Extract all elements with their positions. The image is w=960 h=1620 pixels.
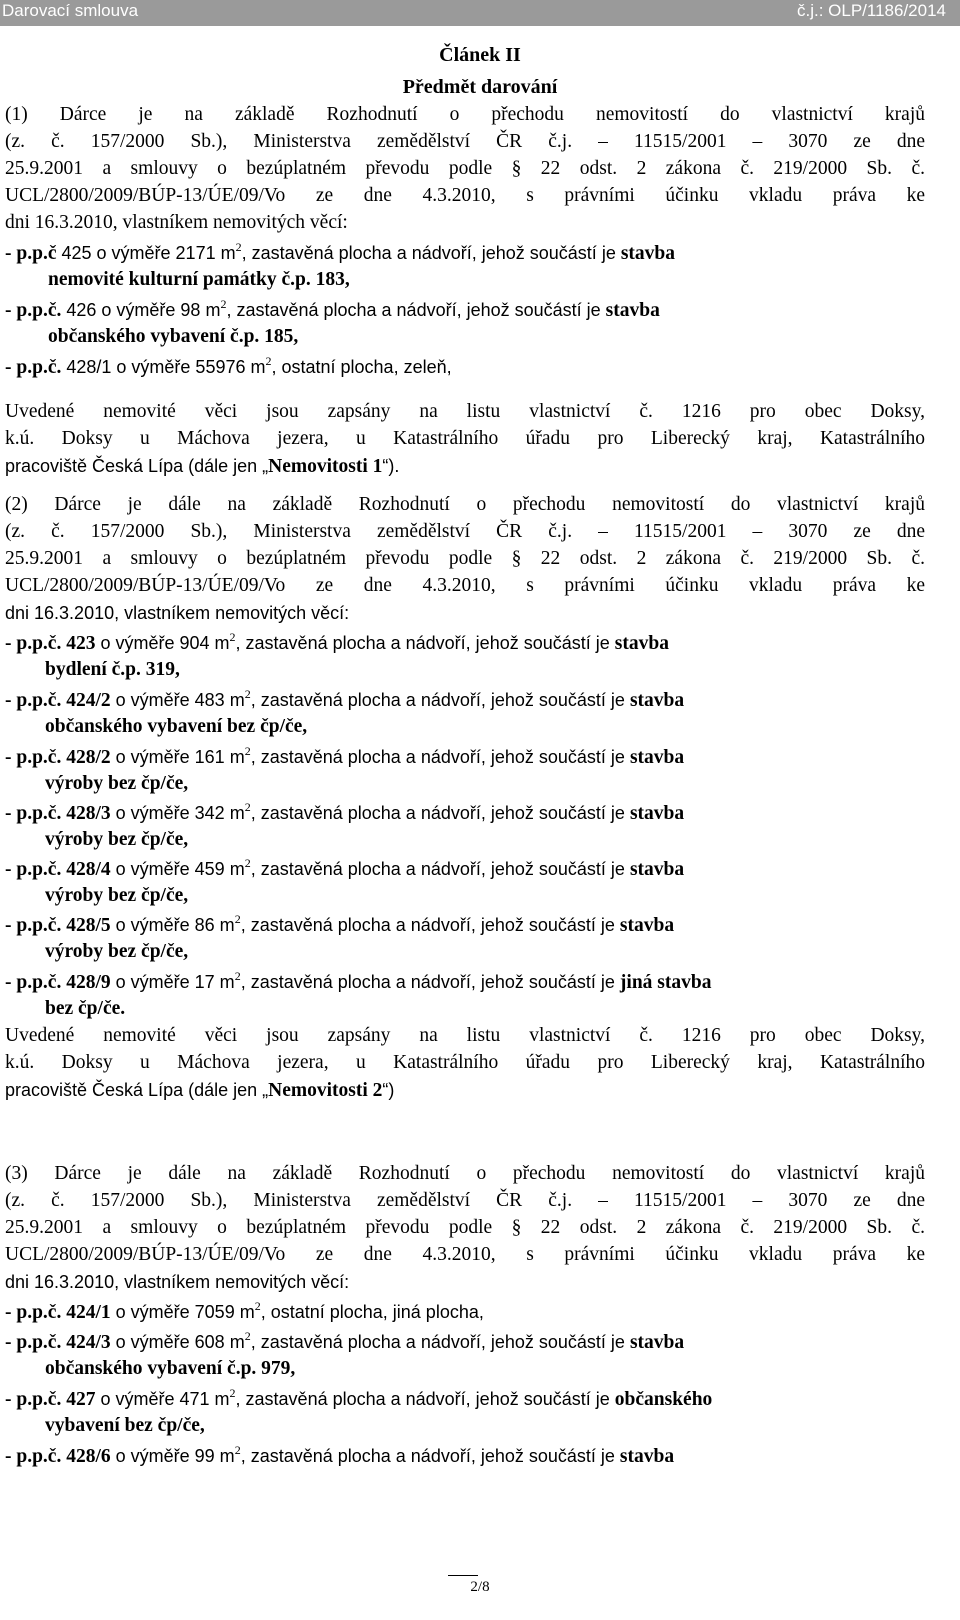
bold-text: 185, [264,326,299,347]
superscript: 2 [234,969,241,983]
text-span: (1) Dárce je na základě Rozhodnutí o přechodu nemovitostí do vlastnictví krajů [5,104,925,125]
bold-text: stavba [614,633,669,654]
text-span: pracoviště Česká Lípa (dále jen „ [5,456,269,476]
text-line [5,1161,925,1187]
text-span: o výměře 7059 m [110,1302,255,1322]
header-reference: č.j.: OLP/1186/2014 [796,1,946,20]
bold-text: stavba [620,243,676,264]
page-number: 2/8 [470,1579,490,1595]
text-line [5,856,684,883]
text-line [5,600,349,627]
text-span: , zastavěná plocha a nádvoří, jehož součástí je [250,1332,630,1352]
text-span: 25.9.2001 a smlouvy o bezúplatném převodu podle § 22 odst. 2 zákona č. 219/2000 Sb. č. [5,548,925,569]
text-span: o výměře 471 m [95,1389,230,1409]
superscript: 2 [235,240,242,254]
text-line [45,1413,205,1439]
text-span: , zastavěná plocha a nádvoří, jehož součástí je [235,633,615,653]
text-span: dni 16.3.2010, vlastníkem nemovitých věcí: [5,1272,350,1292]
text-span: , zastavěná plocha a nádvoří, jehož součástí je [250,803,630,823]
text-span: , zastavěná plocha a nádvoří, jehož součástí je [226,300,606,320]
text-span: , zastavěná plocha a nádvoří, jehož součástí je [250,747,630,767]
bold-text: občanského vybavení č.p. [48,326,265,347]
text-line [5,1269,349,1296]
text-line [5,1242,925,1268]
text-span: Uvedené nemovité věci jsou zapsány na listu vlastnictví č. 1216 pro obec Doksy, [5,401,925,422]
text-span: 426 o výměře 98 m [61,300,221,320]
text-span: 25.9.2001 a smlouvy o bezúplatném převodu podle § 22 odst. 2 zákona č. 219/2000 Sb. č. [5,1217,925,1238]
bold-text: - p.p.č. 424/1 [5,1302,111,1323]
bold-text: stavba [619,915,675,936]
bold-text: - p.p.č. 427 [5,1389,96,1410]
text-span: (z. č. 157/2000 Sb.), Ministerstva zemědělství ČR č.j. – 11515/2001 – 3070 ze dne [5,131,925,152]
text-line [5,1050,925,1076]
text-line [45,1356,295,1382]
bold-text: stavba [629,747,685,768]
page-header [0,0,960,26]
text-line [5,1023,925,1049]
bold-text: - p.p.č. 428/2 [5,747,111,768]
superscript: 2 [229,1386,236,1400]
text-line [5,1329,684,1356]
bold-text: 183, [315,269,350,290]
bold-text: - p.p.č. 423 [5,633,96,654]
text-span: (z. č. 157/2000 Sb.), Ministerstva zemědělství ČR č.j. – 11515/2001 – 3070 ze dne [5,1190,925,1211]
text-line [45,714,307,740]
bold-text: - p.p.č. 428/9 [5,972,111,993]
text-line [45,771,188,797]
text-line [5,156,925,182]
bold-text: - p.p.č. 424/3 [5,1332,111,1353]
text-line [5,210,348,236]
text-span: o výměře 17 m [110,972,235,992]
bold-text: stavba [629,859,685,880]
text-span: pracoviště Česká Lípa (dále jen „ [5,1080,269,1100]
bold-text: výroby bez čp/če, [45,773,189,794]
text-span: , zastavěná plocha a nádvoří, jehož součástí je [250,859,630,879]
bold-text: - p.p.č. 428/5 [5,915,111,936]
text-line [5,744,684,771]
text-span: , zastavěná plocha a nádvoří, jehož součástí je [240,1446,620,1466]
text-line [5,297,660,324]
text-line [5,1386,712,1413]
text-line [5,399,925,425]
superscript: 2 [244,744,251,758]
bold-text: bez čp/če. [45,998,126,1019]
text-span: o výměře 608 m [110,1332,245,1352]
bold-text: výroby bez čp/če, [45,941,189,962]
text-line [5,630,669,657]
text-span: , zastavěná plocha a nádvoří, jehož součástí je [250,690,630,710]
superscript: 2 [220,297,227,311]
text-span: UCL/2800/2009/BÚP-13/ÚE/09/Vo ze dne 4.3.2010, s právními účinku vkladu práva ke [5,185,925,206]
text-span: k.ú. Doksy u Máchova jezera, u Katastrálního úřadu pro Liberecký kraj, Katastrálního [5,1052,925,1073]
text-span: (3) Dárce je dále na základě Rozhodnutí o přechodu nemovitostí do vlastnictví krajů [5,1163,925,1184]
text-span: o výměře 99 m [110,1446,235,1466]
text-span: 428/1 o výměře 55976 m [61,357,266,377]
text-line [5,1188,925,1214]
bold-text: - p.p.č. 428/4 [5,859,111,880]
text-span: 25.9.2001 a smlouvy o bezúplatném převodu podle § 22 odst. 2 zákona č. 219/2000 Sb. č. [5,158,925,179]
bold-text: - p.p.č. 428/3 [5,803,111,824]
bold-text: stavba [619,1446,675,1467]
text-line [5,240,675,267]
text-line [5,492,925,518]
text-line [5,354,452,381]
text-line [48,324,298,350]
text-span: 425 o výměře 2171 m [56,243,236,263]
text-line [5,519,925,545]
text-line [5,912,674,939]
text-span: k.ú. Doksy u Máchova jezera, u Katastrálního úřadu pro Liberecký kraj, Katastrálního [5,428,925,449]
bold-text: výroby bez čp/če, [45,885,189,906]
text-span: dni 16.3.2010, vlastníkem nemovitých věcí: [5,212,348,233]
bold-text: nemovité kulturní památky č.p. [48,269,316,290]
bold-text: stavba [629,1332,685,1353]
text-span: UCL/2800/2009/BÚP-13/ÚE/09/Vo ze dne 4.3.2010, s právními účinku vkladu práva ke [5,575,925,596]
article-title: Článek II [439,44,521,66]
superscript: 2 [234,912,241,926]
text-span: “). [382,456,400,476]
text-span: o výměře 459 m [110,859,245,879]
text-span: , zastavěná plocha a nádvoří, jehož součástí je [240,972,620,992]
bold-text: Nemovitosti 1 [268,456,383,477]
article-subtitle: Předmět darování [402,76,558,98]
text-span: o výměře 86 m [110,915,235,935]
text-line [5,573,925,599]
text-line [45,883,188,909]
bold-text: stavba [629,803,685,824]
superscript: 2 [234,1443,241,1457]
text-span: , zastavěná plocha a nádvoří, jehož součástí je [240,915,620,935]
superscript: 2 [244,800,251,814]
text-line [5,1215,925,1241]
text-line [5,687,684,714]
bold-text: p.p.č [16,243,57,264]
bold-text: p.p.č. [16,300,62,321]
bold-text: - p.p.č. 424/2 [5,690,111,711]
text-span: (z. č. 157/2000 Sb.), Ministerstva zemědělství ČR č.j. – 11515/2001 – 3070 ze dne [5,521,925,542]
bold-text: bydlení č.p. 319, [45,659,180,680]
text-span: (2) Dárce je dále na základě Rozhodnutí o přechodu nemovitostí do vlastnictví krajů [5,494,925,515]
bold-text: stavba [605,300,660,321]
text-line [45,827,188,853]
text-span: o výměře 161 m [110,747,245,767]
text-span: o výměře 342 m [110,803,245,823]
page-number-rule [448,1575,478,1576]
text-span: , ostatní plocha, jiná plocha, [260,1302,484,1322]
text-line [5,453,399,480]
superscript: 2 [254,1299,261,1313]
superscript: 2 [244,1329,251,1343]
text-line [5,102,925,128]
superscript: 2 [229,630,236,644]
superscript: 2 [244,856,251,870]
text-line [5,1077,394,1104]
text-span: Uvedené nemovité věci jsou zapsány na listu vlastnictví č. 1216 pro obec Doksy, [5,1025,925,1046]
text-line [48,267,350,293]
text-line [45,657,180,683]
text-line [5,1443,674,1470]
bold-text: občanského [614,1389,713,1410]
bold-text: občanského vybavení č.p. 979, [45,1358,296,1379]
text-line [5,800,684,827]
bold-text: Nemovitosti 2 [268,1080,383,1101]
superscript: 2 [265,354,272,368]
superscript: 2 [244,687,251,701]
bold-text: - [5,300,17,321]
text-line [5,426,925,452]
text-line [45,939,188,965]
text-span: o výměře 483 m [110,690,245,710]
text-line [5,546,925,572]
header-title: Darovací smlouva [2,1,139,20]
bold-text: - p.p.č. 428/6 [5,1446,111,1467]
text-span: UCL/2800/2009/BÚP-13/ÚE/09/Vo ze dne 4.3.2010, s právními účinku vkladu práva ke [5,1244,925,1265]
text-span: , ostatní plocha, zeleň, [271,357,452,377]
bold-text: - [5,243,17,264]
bold-text: vybavení bez čp/če, [45,1415,205,1436]
text-line [5,183,925,209]
text-span: “) [382,1080,395,1100]
text-line [45,996,125,1022]
text-line [5,1299,484,1326]
text-span: , zastavěná plocha a nádvoří, jehož součástí je [235,1389,615,1409]
text-line [5,969,711,996]
text-span: , zastavěná plocha a nádvoří, jehož součástí je [241,243,621,263]
text-span: o výměře 904 m [95,633,230,653]
bold-text: p.p.č. [16,357,62,378]
text-span: dni 16.3.2010, vlastníkem nemovitých věcí: [5,603,350,623]
bold-text: výroby bez čp/če, [45,829,189,850]
text-line [5,129,925,155]
bold-text: jiná stavba [619,972,712,993]
bold-text: občanského vybavení bez čp/če, [45,716,308,737]
bold-text: - [5,357,17,378]
bold-text: stavba [629,690,685,711]
